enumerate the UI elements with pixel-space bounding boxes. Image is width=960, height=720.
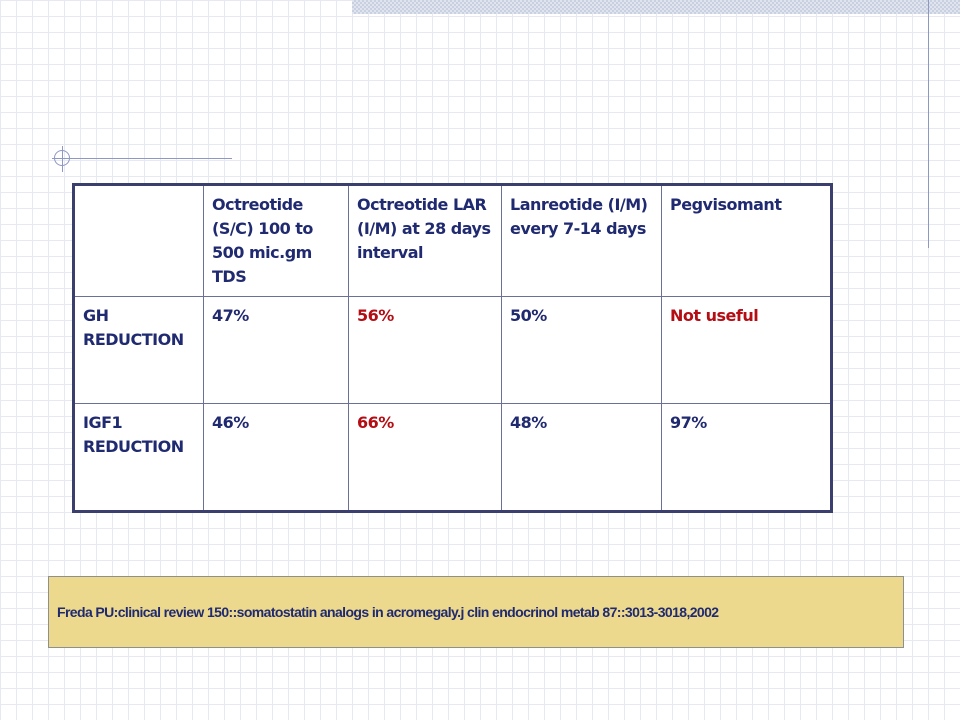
table-cell bbox=[502, 297, 662, 404]
top-pattern-band bbox=[352, 0, 960, 14]
table-cell bbox=[204, 297, 349, 404]
header-text: Octreotide LAR (I/M) at 28 days interval bbox=[357, 195, 491, 262]
row-label-text: GH REDUCTION bbox=[83, 306, 184, 349]
header-cell-empty bbox=[74, 185, 204, 297]
table-cell bbox=[662, 297, 832, 404]
cell-value: 46% bbox=[212, 413, 249, 432]
cell-value-highlight: Not useful bbox=[670, 306, 759, 325]
cell-value: 97% bbox=[670, 413, 707, 432]
cell-value-highlight: 66% bbox=[357, 413, 394, 432]
header-cell-pegvisomant bbox=[662, 185, 832, 297]
row-label-text: IGF1 REDUCTION bbox=[83, 413, 184, 456]
cell-value-highlight: 56% bbox=[357, 306, 394, 325]
table-header-row bbox=[74, 185, 832, 297]
table-row bbox=[74, 297, 832, 404]
header-cell-octreotide bbox=[204, 185, 349, 297]
comparison-table bbox=[72, 183, 833, 513]
table-cell bbox=[502, 404, 662, 512]
row-label-gh bbox=[74, 297, 204, 404]
header-cell-octreotide-lar bbox=[349, 185, 502, 297]
header-text: Octreotide (S/C) 100 to 500 mic.gm TDS bbox=[212, 195, 313, 286]
cell-value: 47% bbox=[212, 306, 249, 325]
vertical-decor-line bbox=[928, 0, 929, 248]
table-cell bbox=[204, 404, 349, 512]
header-cell-lanreotide bbox=[502, 185, 662, 297]
citation-box bbox=[48, 576, 904, 648]
row-label-igf1 bbox=[74, 404, 204, 512]
table-cell bbox=[349, 297, 502, 404]
cell-value: 48% bbox=[510, 413, 547, 432]
table-row bbox=[74, 404, 832, 512]
header-text: Pegvisomant bbox=[670, 195, 782, 214]
horizontal-decor-line bbox=[52, 158, 232, 159]
header-text: Lanreotide (I/M) every 7-14 days bbox=[510, 195, 648, 238]
table-cell bbox=[349, 404, 502, 512]
table-cell bbox=[662, 404, 832, 512]
citation-text: Freda PU:clinical review 150::somatostatin analogs in acromegaly.j clin endocrinol metab 87::3013-3018,2002 bbox=[57, 604, 719, 620]
circle-crosshair-line bbox=[62, 146, 63, 172]
cell-value: 50% bbox=[510, 306, 547, 325]
